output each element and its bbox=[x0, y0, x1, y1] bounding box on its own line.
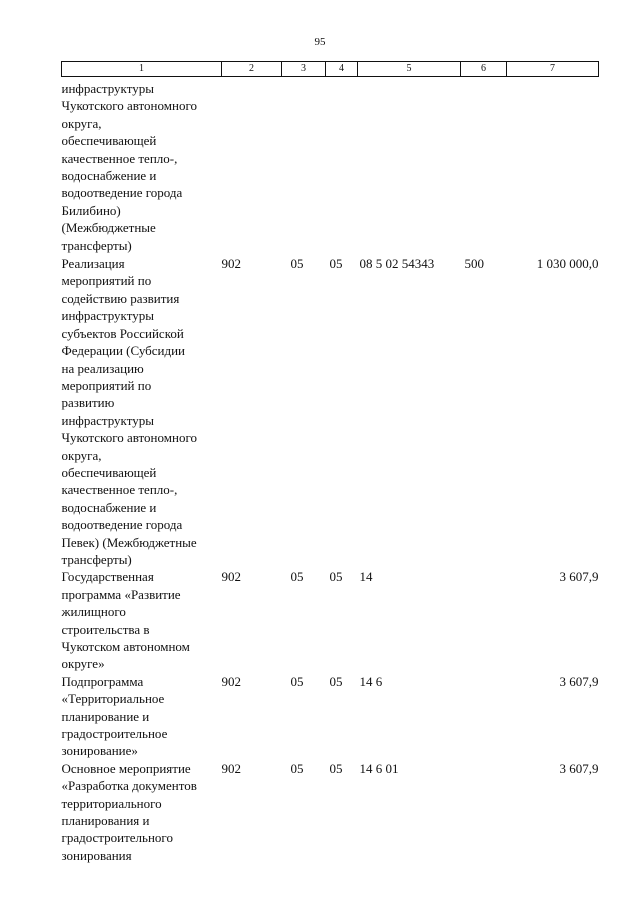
row-vr bbox=[461, 568, 507, 672]
row-sum: 3 607,9 bbox=[559, 760, 599, 776]
row-pr bbox=[326, 77, 358, 255]
table-row bbox=[62, 568, 599, 672]
row-csr: 14 6 bbox=[359, 673, 383, 689]
header-col-3: 3 bbox=[282, 62, 326, 77]
row-rz: 05 bbox=[290, 673, 304, 689]
table-row bbox=[62, 760, 599, 864]
row-rz: 05 bbox=[290, 569, 304, 585]
table-row bbox=[62, 673, 599, 760]
row-pr: 05 bbox=[329, 673, 343, 689]
row-name: Реализация мероприятий по содействию развития инфраструктуры субъектов Российской Федерации (Субсидии на реализацию мероприятий по развитию инфраструктуры Чукотского автономного округа, обеспечивающей качественное тепло-, водоснабжение и водоотведение города Певек) (Межбюджетные трансферты) bbox=[61, 256, 197, 567]
row-name: Подпрограмма «Территориальное планирование и градостроительное зонирование» bbox=[61, 673, 168, 759]
row-grbs: 902 bbox=[221, 760, 241, 776]
row-csr bbox=[358, 77, 461, 255]
row-name: инфраструктуры Чукотского автономного округа, обеспечивающей качественное тепло-, водоснабжение и водоотведение города Билибино) (Межбюджетные трансферты) bbox=[61, 81, 197, 253]
row-sum: 3 607,9 bbox=[559, 673, 599, 689]
row-pr: 05 bbox=[329, 256, 343, 272]
table-row bbox=[62, 77, 599, 255]
row-grbs: 902 bbox=[221, 569, 241, 585]
header-col-4: 4 bbox=[326, 62, 358, 77]
header-col-1: 1 bbox=[62, 62, 222, 77]
budget-table bbox=[61, 61, 599, 864]
row-grbs bbox=[222, 77, 282, 255]
row-vr: 500 bbox=[464, 256, 484, 272]
row-csr: 08 5 02 54343 bbox=[359, 256, 435, 272]
row-sum bbox=[507, 77, 599, 255]
row-pr: 05 bbox=[329, 760, 343, 776]
row-rz bbox=[282, 77, 326, 255]
header-col-7: 7 bbox=[507, 62, 599, 77]
row-rz: 05 bbox=[290, 760, 304, 776]
row-name: Основное мероприятие «Разработка документов территориального планирования и градостроительного зонирования bbox=[61, 760, 197, 863]
row-grbs: 902 bbox=[221, 256, 241, 272]
header-col-5: 5 bbox=[358, 62, 461, 77]
header-col-2: 2 bbox=[222, 62, 282, 77]
table-row bbox=[62, 254, 599, 568]
row-rz: 05 bbox=[290, 256, 304, 272]
row-name: Государственная программа «Развитие жилищного строительства в Чукотском автономном округе» bbox=[61, 569, 190, 672]
row-sum: 1 030 000,0 bbox=[536, 256, 599, 272]
row-pr: 05 bbox=[329, 569, 343, 585]
row-csr: 14 bbox=[359, 569, 373, 585]
row-csr: 14 6 01 bbox=[359, 760, 399, 776]
row-grbs: 902 bbox=[221, 673, 241, 689]
page-number: 95 bbox=[314, 36, 326, 48]
row-vr bbox=[461, 673, 507, 760]
header-row bbox=[62, 62, 599, 77]
header-col-6: 6 bbox=[461, 62, 507, 77]
row-sum: 3 607,9 bbox=[559, 569, 599, 585]
row-vr bbox=[461, 760, 507, 864]
row-vr bbox=[461, 77, 507, 255]
